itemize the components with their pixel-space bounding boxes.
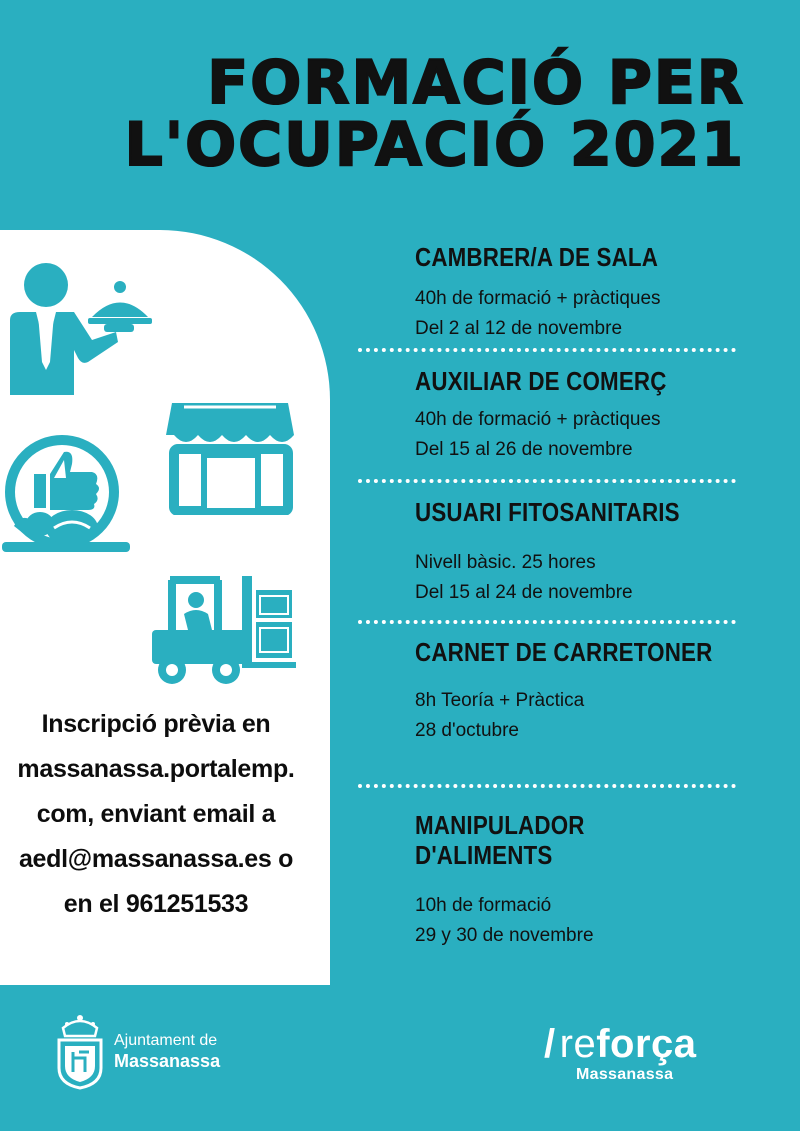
ayuntamiento-line-1: Ajuntament de [114,1032,218,1049]
divider [358,479,736,483]
contact-line: Inscripció prèvia en [41,710,271,738]
divider [358,348,736,352]
reforca-forca: força [596,1022,697,1066]
divider [358,620,736,624]
course-title: MANIPULADOR [415,810,585,840]
course-dates: 29 y 30 de novembre [415,925,594,946]
course-dates: 28 d'octubre [415,720,519,741]
course-title: D'ALIMENTS [415,840,553,870]
contact-line: massanassa.portalemp. [17,755,295,783]
contact-line: com, enviant email a [36,800,276,828]
ayuntamiento-label [114,1032,220,1072]
course-cambrer [415,242,755,344]
course-title: AUXILIAR DE COMERÇ [415,366,667,396]
contact-line: aedl@massanassa.es o [18,845,294,873]
course-manipulador [415,810,755,951]
title-line-2: L'OCUPACIÓ 2021 [124,110,745,180]
divider [358,784,736,788]
course-duration: 10h de formació [415,895,552,916]
course-fitosanitaris [415,497,755,608]
course-dates: Del 2 al 12 de novembre [415,318,623,339]
waiter-icon [8,262,156,397]
course-dates: Del 15 al 26 de novembre [415,439,633,460]
thumbs-up-food-icon [0,430,132,562]
course-dates: Del 15 al 24 de novembre [415,582,633,603]
course-carretoner [415,637,755,746]
reforca-re: re [559,1022,597,1066]
ayuntamiento-line-2: Massanassa [114,1051,221,1071]
forklift-icon [150,570,300,688]
course-duration: 8h Teoría + Pràctica [415,690,585,711]
poster-title [124,48,745,180]
title-line-1: FORMACIÓ PER [207,48,745,118]
contact-line: en el 961251533 [63,890,249,918]
course-duration: Nivell bàsic. 25 hores [415,552,596,573]
course-title: USUARI FITOSANITARIS [415,497,680,527]
course-title: CAMBRER/A DE SALA [415,242,659,272]
course-duration: 40h de formació + pràctiques [415,409,661,430]
course-duration: 40h de formació + pràctiques [415,288,661,309]
course-title: CARNET DE CARRETONER [415,637,713,667]
shop-icon [162,393,298,515]
reforca-slash: / [544,1022,556,1066]
reforca-subtitle: Massanassa [576,1066,674,1083]
course-auxiliar-comerc [415,366,755,465]
town-crest-icon [55,1012,105,1090]
contact-info [0,702,312,927]
reforca-logo [544,1022,744,1084]
